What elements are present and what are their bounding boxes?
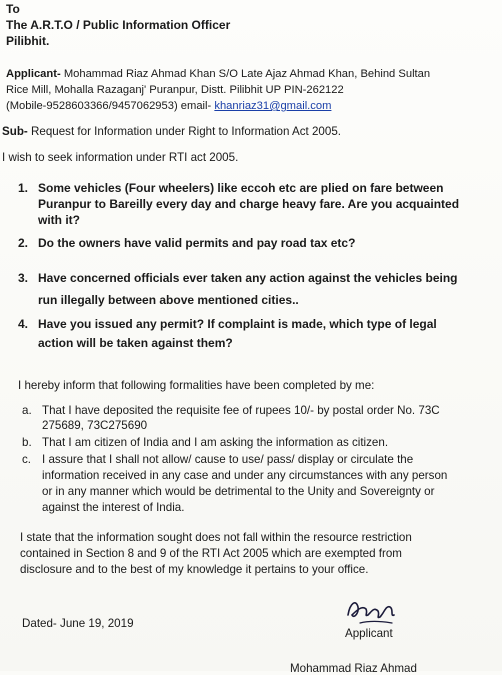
question-2-number: 2. [18, 236, 29, 250]
question-1-line-1: Some vehicles (Four wheelers) like eccoh etc are plied on fare between [38, 181, 444, 195]
formality-c-line-3: or in any manner which would be detrimental to the Unity and Sovereignty or [42, 485, 435, 498]
question-2-line-1: Do the owners have valid permits and pay road tax etc? [38, 236, 356, 250]
question-1-line-3: with it? [38, 213, 80, 227]
formality-b-line-1: That I am citizen of India and I am asking the information as citizen. [42, 436, 389, 449]
question-4-number: 4. [18, 317, 29, 331]
dated-text: Dated- June 19, 2019 [22, 617, 134, 630]
question-3-line-1: Have concerned officials ever taken any action against the vehicles being [38, 271, 458, 285]
formality-a-number: a. [22, 404, 32, 417]
question-3-number: 3. [18, 271, 29, 285]
question-3-line-2: run illegally between above mentioned cities.. [38, 293, 299, 307]
formality-b-number: b. [22, 436, 32, 449]
formality-a-line-1: That I have deposited the requisite fee of rupees 10/- by postal order No. 73C [42, 404, 440, 417]
intro-text: I wish to seek information under RTI act 2005. [2, 151, 239, 164]
signature-label: Applicant [345, 627, 393, 640]
formality-a-line-2: 275689, 73C275690 [42, 419, 148, 432]
subject-label: Sub- [2, 125, 28, 138]
applicant-line-3 [6, 100, 331, 112]
statement-line-1: I state that the information sought does not fall within the resource restriction [20, 531, 412, 544]
addressee-to: To [6, 2, 20, 16]
formality-c-line-1: I assure that I shall not allow/ cause to use/ pass/ display or circulate the [42, 453, 414, 466]
applicant-email-link[interactable]: khanriaz31@gmail.com [214, 100, 332, 112]
addressee-city: Pilibhit. [6, 34, 50, 48]
applicant-contact: (Mobile-9528603366/9457062953) email- [6, 100, 212, 112]
question-1-number: 1. [18, 181, 29, 195]
subject-line [2, 125, 341, 138]
formalities-intro: I hereby inform that following formalities have been completed by me: [18, 379, 375, 392]
question-4-line-1: Have you issued any permit? If complaint is made, which type of legal [38, 317, 437, 331]
formality-c-line-4: against the interest of India. [42, 501, 185, 514]
addressee-title: The A.R.T.O / Public Information Officer [6, 18, 231, 32]
applicant-line-1 [6, 68, 430, 80]
signer-name-partial: Mohammad Riaz Ahmad [290, 662, 417, 675]
question-4-line-2: action will be taken against them? [38, 336, 233, 350]
statement-line-3: disclosure and to the best of my knowledge it pertains to your office. [20, 563, 369, 576]
applicant-label: Applicant- [6, 68, 61, 80]
subject-text: Request for Information under Right to Information Act 2005. [31, 125, 341, 138]
statement-line-2: contained in Section 8 and 9 of the RTI Act 2005 which are exempted from [20, 547, 402, 560]
formality-c-line-2: information received in any case and under any circumstances with any person [42, 469, 448, 482]
applicant-line-2: Rice Mill, Mohalla Razaganj' Puranpur, Distt. Pilibhit UP PIN-262122 [6, 84, 344, 96]
question-1-line-2: Puranpur to Bareilly every day and charge heavy fare. Are you acquainted [38, 197, 460, 211]
formality-c-number: c. [22, 453, 32, 466]
applicant-name-address: Mohammad Riaz Ahmad Khan S/O Late Ajaz Ahmad Khan, Behind Sultan [63, 68, 431, 80]
